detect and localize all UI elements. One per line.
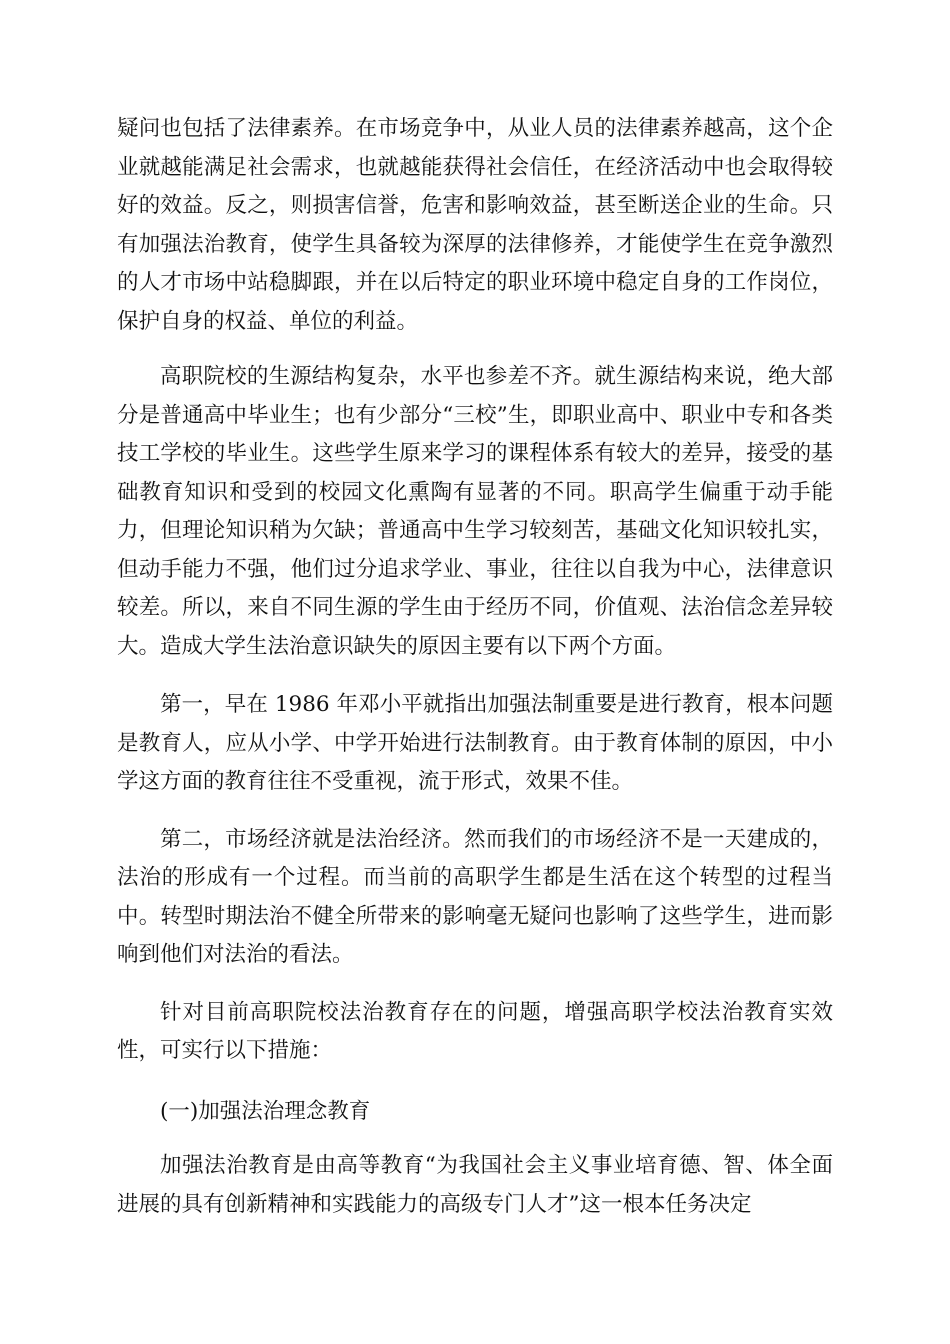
paragraph-continuation: 疑问也包括了法律素养。在市场竞争中，从业人员的法律素养越高，这个企业就越能满足社会需求，也就越能获得社会信任，在经济活动中也会取得较好的效益。反之，则损害信誉，危害和影响效益，甚至断送企业的生命。只有加强法治教育，使学生具备较为深厚的法律修养，才能使学生在竞争激烈的人才市场中站稳脚跟，并在以后特定的职业环境中稳定自身的工作岗位，保护自身的权益、单位的利益。 [117, 116, 833, 334]
paragraph-measures-intro: 针对目前高职院校法治教育存在的问题，增强高职学校法治教育实效性，可实行以下措施： [117, 999, 833, 1063]
section-heading: (一)加强法治理念教育 [160, 1098, 371, 1124]
paragraph-legal-education: 加强法治教育是由高等教育“为我国社会主义事业培育德、智、体全面进展的具有创新精神和实践能力的高级专门人才”这一根本任务决定 [117, 1153, 833, 1217]
document-page [117, 110, 833, 1224]
paragraph-reason-second: 第二，市场经济就是法治经济。然而我们的市场经济不是一天建成的，法治的形成有一个过程。而当前的高职学生都是生活在这个转型的过程当中。转型时期法治不健全所带来的影响毫无疑问也影响了这些学生，进而影响到他们对法治的看法。 [117, 826, 833, 967]
paragraph-student-sources: 高职院校的生源结构复杂，水平也参差不齐。就生源结构来说，绝大部分是普通高中毕业生；也有少部分“三校”生，即职业高中、职业中专和各类技工学校的毕业生。这些学生原来学习的课程体系有较大的差异，接受的基础教育知识和受到的校园文化熏陶有显著的不同。职高学生偏重于动手能力，但理论知识稍为欠缺；普通高中生学习较刻苦，基础文化知识较扎实，但动手能力不强，他们过分追求学业、事业，往往以自我为中心，法律意识较差。所以，来自不同生源的学生由于经历不同，价值观、法治信念差异较大。造成大学生法治意识缺失的原因主要有以下两个方面。 [117, 364, 833, 659]
paragraph-reason-first: 第一，早在 1986 年邓小平就指出加强法制重要是进行教育，根本问题是教育人，应从小学、中学开始进行法制教育。由于教育体制的原因，中小学这方面的教育往往不受重视，流于形式，效果不佳。 [117, 692, 833, 794]
